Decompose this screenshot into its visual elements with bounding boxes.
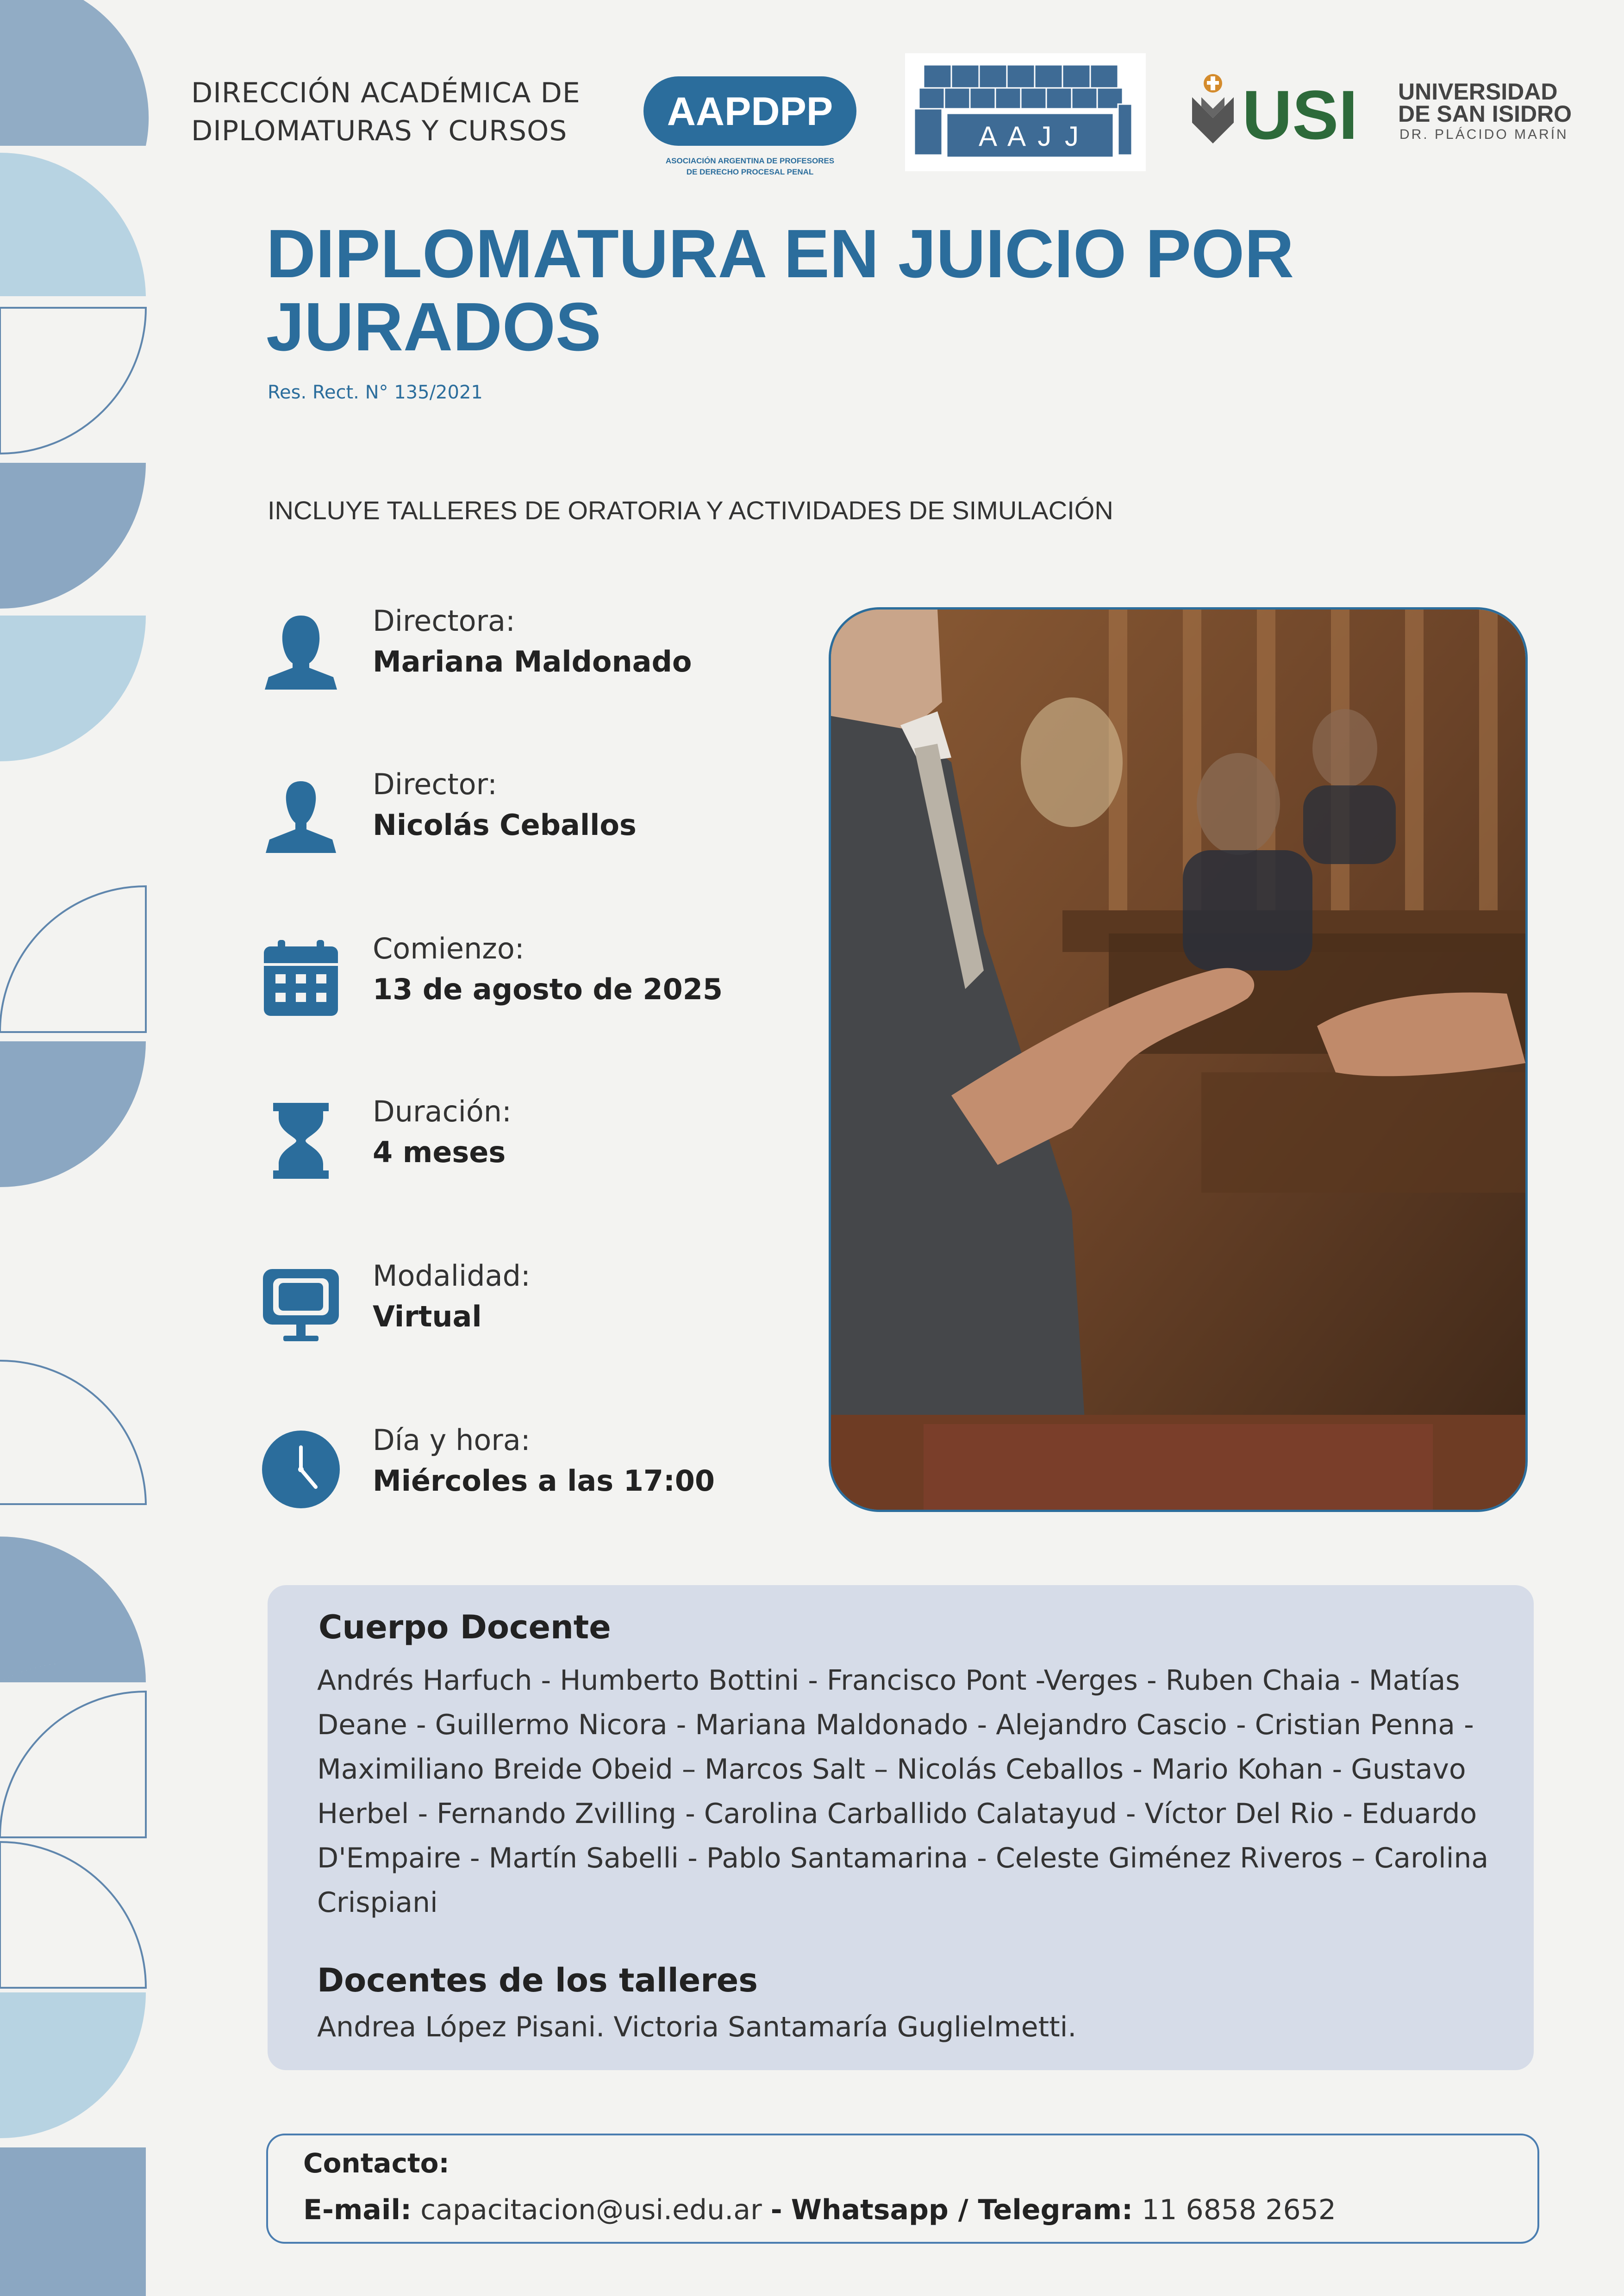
usi-logo-line-3: DR. PLÁCIDO MARÍN [1399, 127, 1568, 142]
deco-shape [0, 1842, 146, 1988]
resolution-number: Res. Rect. N° 135/2021 [268, 382, 483, 403]
usi-logo [1187, 69, 1586, 153]
usi-logo-line-2: DE SAN ISIDRO [1398, 101, 1572, 127]
deco-shape [0, 153, 146, 296]
includes-note: INCLUYE TALLERES DE ORATORIA Y ACTIVIDADES DE SIMULACIÓN [268, 496, 1113, 525]
courtroom-illustration [831, 610, 1525, 1510]
workshop-faculty-names: Andrea López Pisani. Victoria Santamaría Guglielmetti. [317, 2011, 1077, 2043]
info-item-director [259, 767, 815, 860]
department-name [191, 74, 608, 150]
aajj-logo-text: A A J J [978, 121, 1082, 152]
contact-box [266, 2134, 1539, 2244]
phone-number[interactable]: 11 6858 2652 [1142, 2194, 1336, 2226]
deco-shape [0, 0, 149, 146]
course-title [266, 218, 1331, 364]
phone-label: Whatsapp / Telegram: [791, 2194, 1133, 2226]
deco-shape [0, 308, 146, 454]
info-value: Mariana Maldonado [373, 645, 692, 678]
course-title-line-1: DIPLOMATURA EN JUICIO POR [266, 216, 1294, 292]
courtroom-photo [829, 607, 1528, 1512]
hourglass-icon [259, 1099, 343, 1182]
info-value: Miércoles a las 17:00 [373, 1464, 715, 1498]
info-value: Virtual [373, 1300, 482, 1333]
department-line-1: DIRECCIÓN ACADÉMICA DE [191, 77, 581, 109]
info-item-directora [259, 604, 815, 697]
faculty-names: Andrés Harfuch - Humberto Bottini - Francisco Pont -Verges - Ruben Chaia - Matías Deane - Guillermo Nicora - Mariana Maldonado - Alejandro Cascio - Cristian Penna - Maximiliano Breide Obeid – Marcos Salt – Nicolás Ceballos - Mario Kohan - Gustavo Herbel - Fernando Zvilling - Carolina Carballido Calatayud - Víctor Del Rio - Eduardo D'Empaire - Martín Sabelli - Pablo Santamarina - Celeste Giménez Riveros – Carolina Crispiani [317, 1664, 1489, 1919]
workshop-faculty-title: Docentes de los talleres [317, 1961, 758, 1999]
aajj-logo [905, 53, 1146, 171]
info-label: Duración: [373, 1095, 512, 1128]
email-label: E-mail: [303, 2194, 412, 2226]
contact-separator: - [770, 2194, 782, 2226]
aappp-logo [641, 72, 859, 185]
decorative-side-shapes [0, 0, 153, 2296]
info-label: Día y hora: [373, 1423, 531, 1457]
info-value: 13 de agosto de 2025 [373, 972, 723, 1006]
email-link[interactable]: capacitacion@usi.edu.ar [420, 2194, 762, 2226]
calendar-icon [259, 936, 343, 1020]
aappp-logo-caption-1: ASOCIACIÓN ARGENTINA DE PROFESORES [665, 156, 835, 165]
deco-shape [0, 463, 146, 609]
monitor-icon [259, 1263, 343, 1347]
usi-emblem-icon [1192, 74, 1234, 143]
faculty-title: Cuerpo Docente [319, 1608, 611, 1646]
deco-shape [0, 1992, 146, 2138]
info-value: 4 meses [373, 1135, 506, 1169]
deco-shape [0, 2147, 146, 2296]
deco-shape [0, 1537, 146, 1682]
deco-shape [0, 1361, 146, 1504]
info-value: Nicolás Ceballos [373, 808, 637, 842]
info-item-duracion [259, 1095, 815, 1187]
course-title-line-2: JURADOS [266, 289, 601, 365]
info-label: Modalidad: [373, 1259, 531, 1293]
contact-line [303, 2194, 1336, 2226]
aappp-logo-text: AAPDPP [667, 89, 833, 134]
deco-shape [0, 1041, 146, 1187]
info-item-comienzo [259, 932, 815, 1024]
contact-title: Contacto: [303, 2147, 450, 2179]
aappp-logo-caption-2: DE DERECHO PROCESAL PENAL [686, 168, 814, 176]
usi-logo-line-1: UNIVERSIDAD [1398, 79, 1558, 105]
info-item-modalidad [259, 1259, 815, 1351]
usi-logo-short: USI [1242, 76, 1358, 153]
person-male-icon [259, 772, 343, 855]
department-line-2: DIPLOMATURAS Y CURSOS [191, 115, 568, 147]
info-item-dia-hora [259, 1423, 815, 1516]
info-label: Comienzo: [373, 932, 525, 965]
info-label: Directora: [373, 604, 515, 638]
deco-shape [0, 886, 146, 1032]
info-label: Director: [373, 767, 497, 801]
person-female-icon [259, 609, 343, 692]
deco-shape [0, 616, 146, 761]
deco-shape [0, 1692, 146, 1837]
clock-icon [259, 1428, 343, 1511]
